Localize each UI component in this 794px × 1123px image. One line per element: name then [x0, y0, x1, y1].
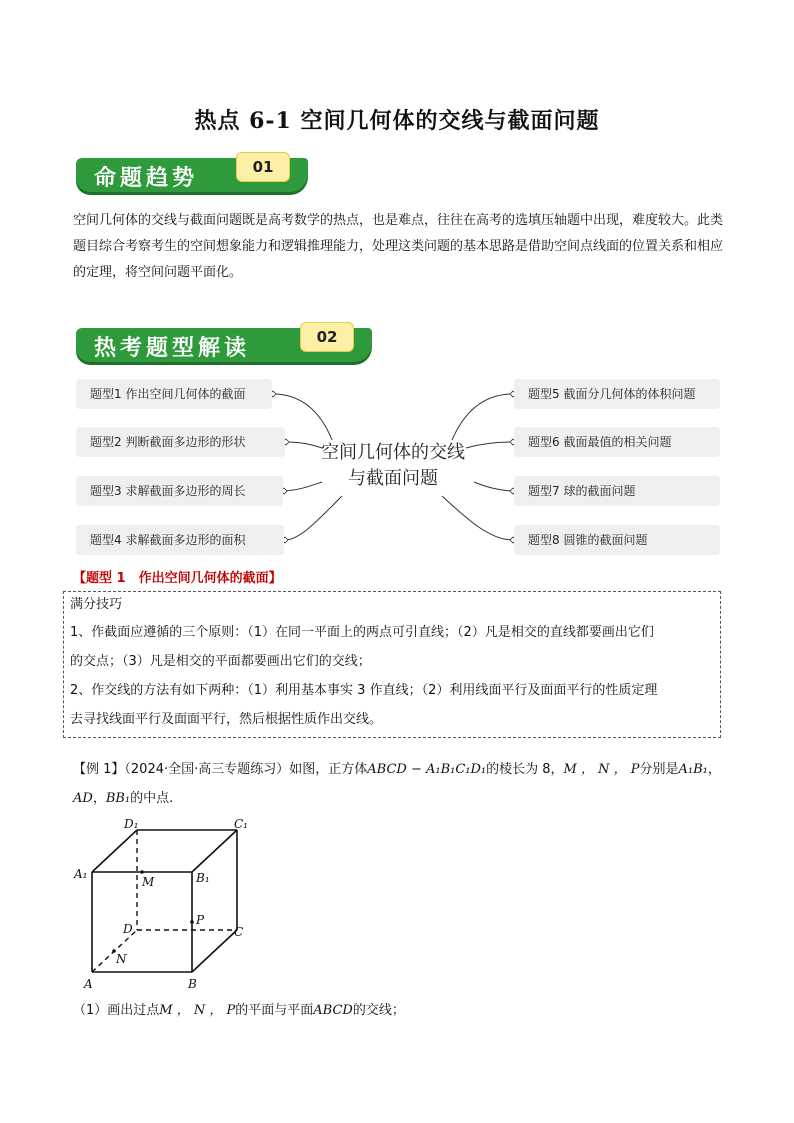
q1-prefix: （1）画出过点 — [73, 1003, 160, 1018]
points-mnp: M ， N ， P — [563, 762, 640, 777]
example-prefix: 【例 1】（2024·全国·高三专题练习）如图，正方体 — [73, 762, 368, 777]
q1-end: 的交线； — [352, 1003, 405, 1018]
mindmap-center: 空间几何体的交线与截面问题 — [321, 442, 465, 489]
mindmap-item-type3: 题型3 求解截面多边形的周长 — [76, 476, 283, 506]
label-b1: B₁ — [196, 871, 210, 885]
example-text: 分别是 — [639, 762, 679, 777]
tips-line: 的交点；（3）凡是相交的平面都要画出它们的交线； — [70, 654, 371, 669]
tips-line: 1、作截面应遵循的三个原则：（1）在同一平面上的两点可引直线；（2）凡是相交的直线都要画出它们 — [70, 625, 654, 640]
mindmap-item-type2: 题型2 判断截面多边形的形状 — [76, 427, 285, 457]
mindmap-item-type4: 题型4 求解截面多边形的面积 — [76, 525, 284, 555]
type1-heading: 【题型 1 作出空间几何体的截面】 — [73, 571, 282, 586]
label-p: P — [196, 913, 205, 927]
label-c1: C₁ — [234, 817, 248, 831]
mindmap-item-type5: 题型5 截面分几何体的体积问题 — [514, 379, 720, 409]
page-title: 热点 6-1 空间几何体的交线与截面问题 — [194, 108, 600, 134]
cube-figure — [70, 812, 270, 992]
label-c: C — [234, 925, 244, 939]
segment-bb1: BB₁ — [105, 791, 131, 806]
example-line-1 — [73, 757, 733, 783]
q1-plane: ABCD — [313, 1003, 353, 1018]
tips-line: 去寻找线面平行及面面平行，然后根据性质作出交线。 — [70, 712, 383, 727]
example-line-2 — [73, 786, 173, 812]
segment-a1b1: A₁B₁ — [678, 762, 708, 777]
label-b: B — [188, 977, 197, 991]
label-d: D — [123, 922, 133, 936]
banner-number: 02 — [300, 322, 354, 352]
mindmap-item-type6: 题型6 截面最值的相关问题 — [514, 427, 720, 457]
tips-line: 2、作交线的方法有如下两种：（1）利用基本事实 3 作直线；（2）利用线面平行及面面平行的性质定理 — [70, 683, 658, 698]
banner-number: 01 — [236, 152, 290, 182]
cube-name: ABCD − A₁B₁C₁D₁ — [367, 762, 487, 777]
comma: ， — [92, 791, 106, 806]
label-a1: A₁ — [74, 867, 88, 881]
label-n: N — [116, 952, 127, 966]
section-banner-trend — [76, 152, 310, 191]
banner-label: 热考题型解读 — [94, 335, 251, 361]
mindmap-item-type7: 题型7 球的截面问题 — [514, 476, 720, 506]
question-1 — [73, 998, 405, 1024]
tips-title: 满分技巧 — [70, 597, 123, 612]
q1-points: M ， N ， P — [159, 1003, 236, 1018]
label-a: A — [84, 977, 93, 991]
example-text: 的棱长为 8， — [486, 762, 564, 777]
label-d1: D₁ — [124, 817, 139, 831]
segment-ad: AD — [73, 791, 93, 806]
tips-box — [63, 591, 721, 738]
example-suffix: 的中点. — [130, 791, 174, 806]
mindmap-item-type8: 题型8 圆锥的截面问题 — [514, 525, 720, 555]
label-m: M — [142, 875, 155, 889]
comma: ， — [707, 762, 721, 777]
mindmap-item-type1: 题型1 作出空间几何体的截面 — [76, 379, 272, 409]
section-banner-hot-types — [76, 322, 372, 361]
banner-label: 命题趋势 — [94, 165, 199, 191]
q1-text: 的平面与平面 — [235, 1003, 314, 1018]
intro-paragraph: 空间几何体的交线与截面问题既是高考数学的热点，也是难点，往往在高考的选填压轴题中出现，难度较大。此类题目综合考察考生的空间想象能力和逻辑推理能力，处理这类问题的基本思路是借助空间点线面的位置关系和相应的定理，将空间问题平面化。 — [73, 213, 724, 280]
